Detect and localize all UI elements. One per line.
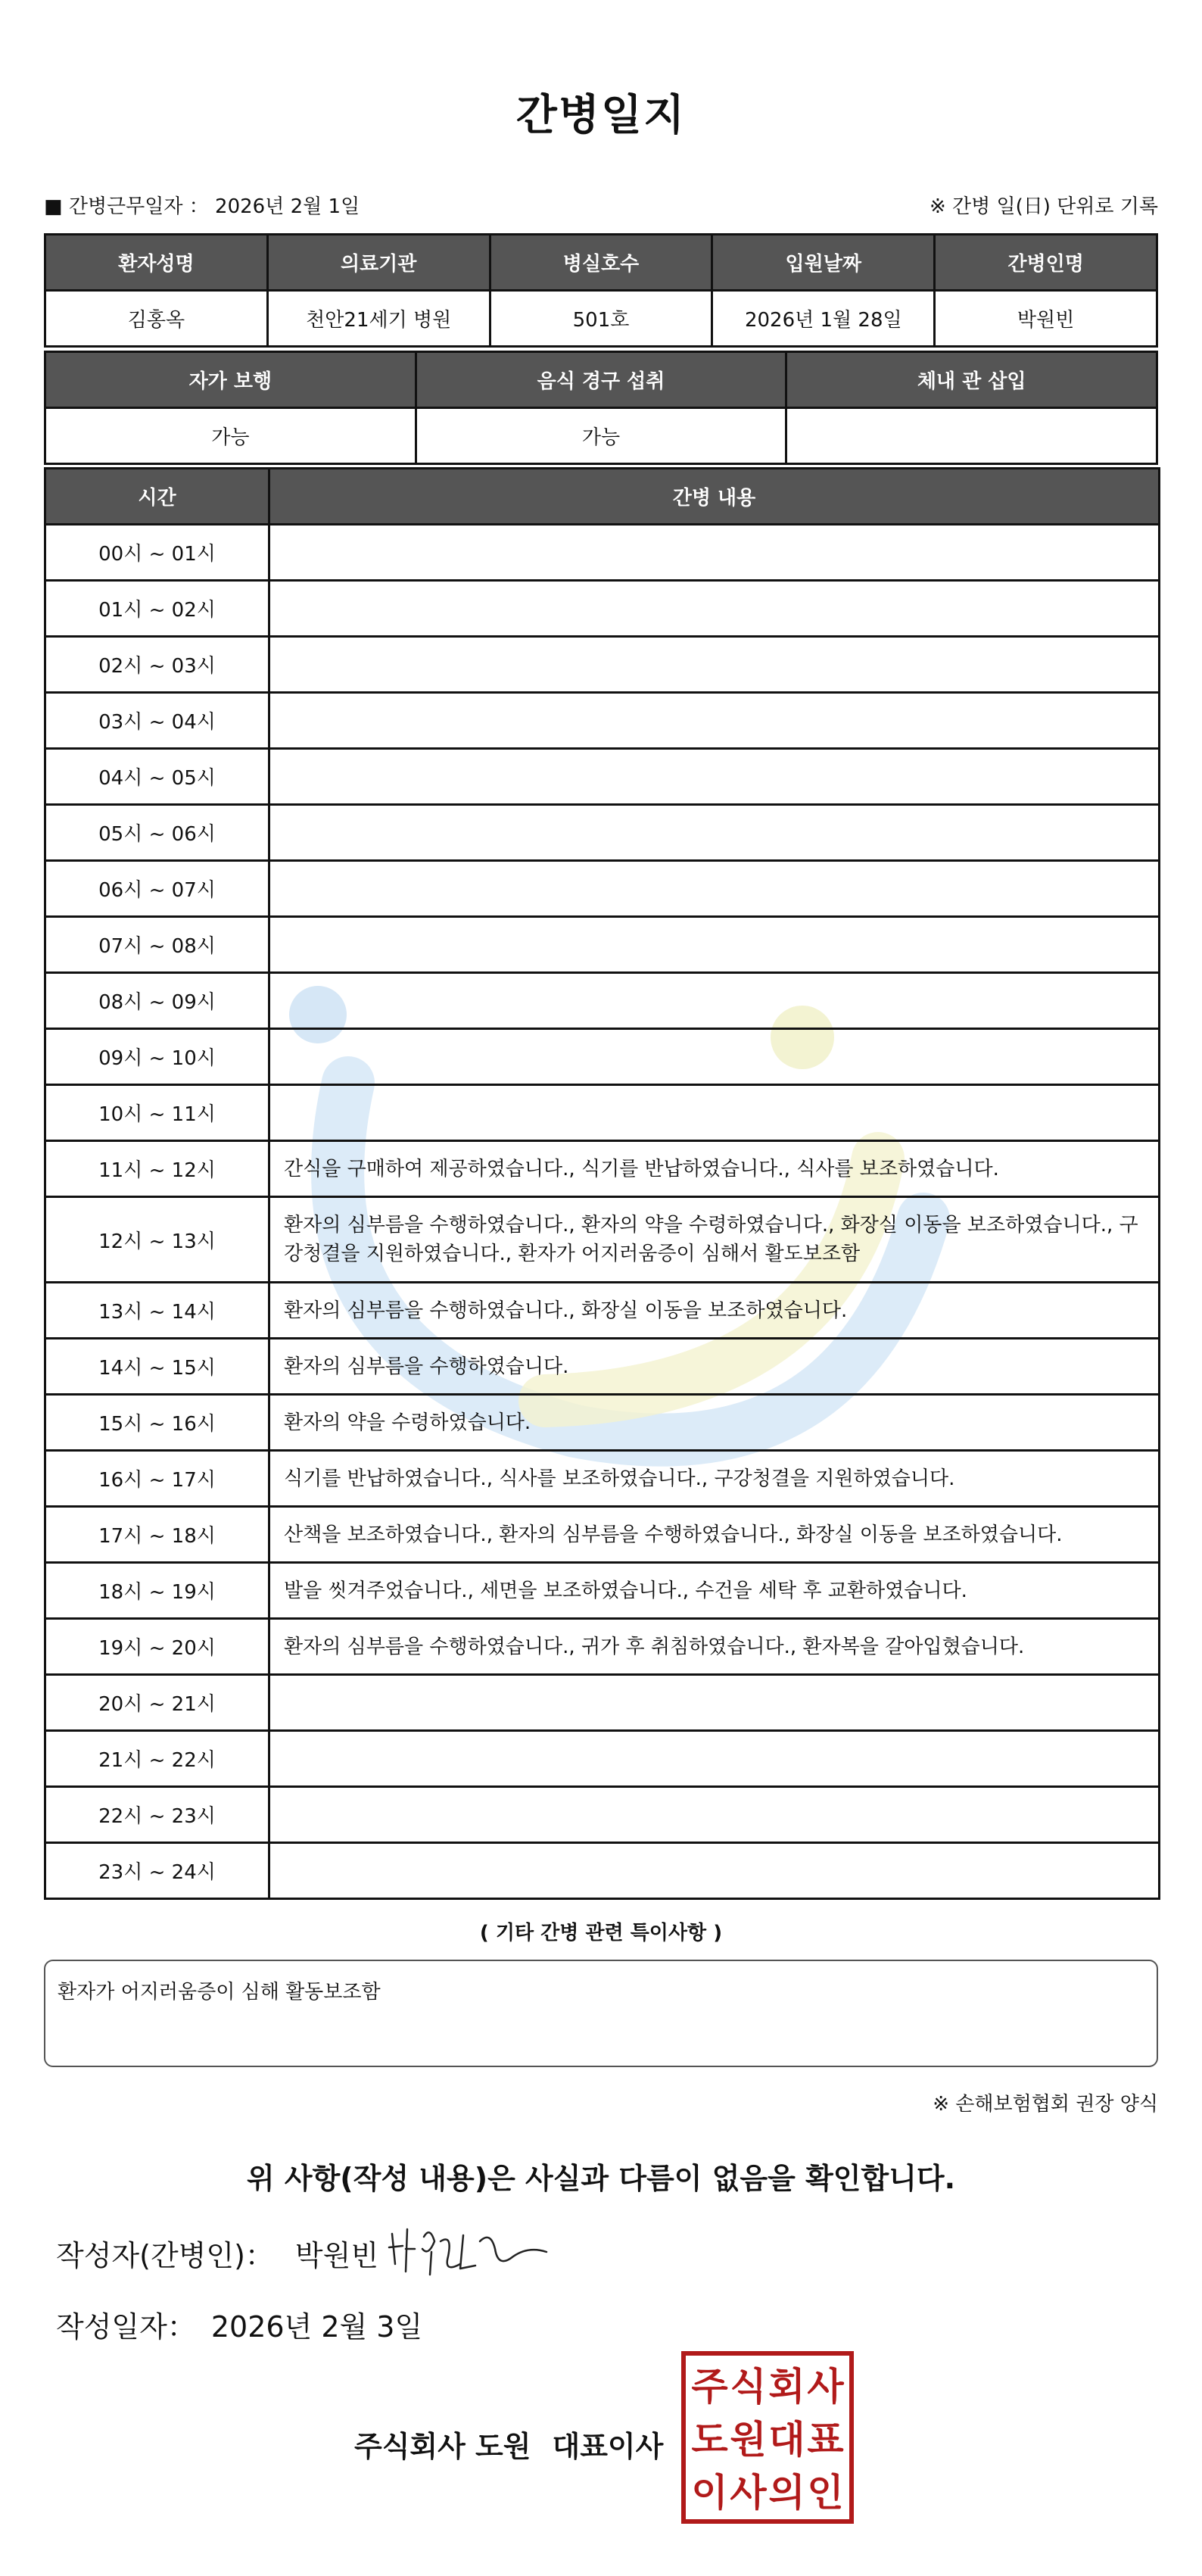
table-row: [45, 1197, 1160, 1283]
table-row: [45, 973, 1160, 1029]
caregiver-name: 박원빈: [935, 291, 1157, 347]
time-slot: 02시 ~ 03시: [45, 637, 269, 693]
header-room: 병실호수: [490, 235, 712, 291]
table-row: [45, 1619, 1160, 1675]
document-title: 간병일지: [515, 91, 687, 140]
table-row: [45, 525, 1160, 581]
table-row: [45, 1843, 1160, 1899]
confirmation-statement: 위 사항(작성 내용)은 사실과 다름이 없음을 확인합니다.: [246, 2162, 956, 2195]
care-log-table: [44, 467, 1160, 1900]
time-slot: 00시 ~ 01시: [45, 525, 269, 581]
time-slot: 21시 ~ 22시: [45, 1731, 269, 1787]
time-slot: 19시 ~ 20시: [45, 1619, 269, 1675]
seal-character: 주: [691, 2365, 728, 2409]
care-content: [269, 581, 1160, 637]
seal-character: 표: [807, 2418, 844, 2462]
meta-row: [44, 191, 1158, 221]
time-slot: 12시 ~ 13시: [45, 1197, 269, 1283]
care-content: [269, 1787, 1160, 1843]
written-date: 2026년 2월 3일: [210, 2310, 423, 2344]
care-content: 환자의 심부름을 수행하였습니다., 귀가 후 취침하였습니다., 환자복을 갈아입혔습니다.: [269, 1619, 1160, 1675]
time-slot: 13시 ~ 14시: [45, 1283, 269, 1339]
seal-character: 회: [768, 2365, 805, 2409]
table-row: [45, 1451, 1160, 1507]
care-content: [269, 1843, 1160, 1899]
care-content: [269, 805, 1160, 861]
time-slot: 09시 ~ 10시: [45, 1029, 269, 1085]
table-row: [45, 861, 1160, 917]
table-row: [45, 1029, 1160, 1085]
company-name: 주식회사 도원: [354, 2430, 531, 2463]
ceo-title: 대표이사: [552, 2430, 664, 2463]
care-content: [269, 693, 1160, 749]
care-content: 식기를 반납하였습니다., 식사를 보조하였습니다., 구강청결을 지원하였습니다.: [269, 1451, 1160, 1507]
header-oral-intake: 음식 경구 섭취: [416, 352, 786, 408]
unit-note: ※ 간병 일(日) 단위로 기록: [929, 195, 1158, 218]
hospital-name: 천안21세기 병원: [267, 291, 490, 347]
time-slot: 22시 ~ 23시: [45, 1787, 269, 1843]
seal-character: 원: [730, 2418, 767, 2462]
header-care-content: 간병 내용: [269, 469, 1160, 525]
company-seal: [681, 2351, 854, 2524]
writer-line: [56, 2232, 378, 2274]
time-slot: 08시 ~ 09시: [45, 973, 269, 1029]
table-row: [45, 805, 1160, 861]
form-source-note: ※ 손해보험협회 권장 양식: [933, 2093, 1158, 2116]
table-row: [45, 1339, 1160, 1395]
time-slot: 16시 ~ 17시: [45, 1451, 269, 1507]
time-slot: 03시 ~ 04시: [45, 693, 269, 749]
header-time: 시간: [45, 469, 269, 525]
time-slot: 10시 ~ 11시: [45, 1085, 269, 1141]
work-date: ■ 간병근무일자 ： 2026년 2월 1일: [44, 195, 360, 218]
table-row: [45, 1141, 1160, 1197]
care-content: 환자의 약을 수령하였습니다.: [269, 1395, 1160, 1451]
time-slot: 06시 ~ 07시: [45, 861, 269, 917]
table-row: [45, 1675, 1160, 1731]
time-slot: 11시 ~ 12시: [45, 1141, 269, 1197]
care-content: [269, 749, 1160, 805]
care-content: [269, 973, 1160, 1029]
care-content: [269, 917, 1160, 973]
table-row: [45, 1395, 1160, 1451]
table-row: [45, 1563, 1160, 1619]
seal-character: 도: [691, 2418, 728, 2462]
time-slot: 14시 ~ 15시: [45, 1339, 269, 1395]
room-number: 501호: [490, 291, 712, 347]
care-content: 산책을 보조하였습니다., 환자의 심부름을 수행하였습니다., 화장실 이동을 보조하였습니다.: [269, 1507, 1160, 1563]
care-content: [269, 1675, 1160, 1731]
patient-name: 김홍옥: [45, 291, 268, 347]
seal-character: 식: [730, 2365, 767, 2409]
table-row: [45, 1507, 1160, 1563]
table-row: [45, 693, 1160, 749]
care-content: [269, 861, 1160, 917]
care-content: [269, 637, 1160, 693]
seal-character: 의: [768, 2471, 805, 2515]
header-hospital: 의료기관: [267, 235, 490, 291]
written-date-line: [56, 2303, 422, 2345]
care-content: [269, 525, 1160, 581]
care-content: 발을 씻겨주었습니다., 세면을 보조하였습니다., 수건을 세탁 후 교환하였습니다.: [269, 1563, 1160, 1619]
remarks-text: 환자가 어지러움증이 심해 활동보조함: [58, 1981, 381, 2004]
header-walking: 자가 보행: [45, 352, 416, 408]
time-slot: 07시 ~ 08시: [45, 917, 269, 973]
seal-character: 사: [730, 2471, 767, 2515]
time-slot: 15시 ~ 16시: [45, 1395, 269, 1451]
seal-character: 대: [768, 2418, 805, 2462]
table-row: [45, 1283, 1160, 1339]
walking-status: 가능: [45, 408, 416, 464]
header-tube: 체내 관 삽입: [786, 352, 1157, 408]
care-content: 환자의 심부름을 수행하였습니다., 환자의 약을 수령하였습니다., 화장실 이동을 보조하였습니다., 구강청결을 지원하였습니다., 환자가 어지러움증이 심해서 활도보조함: [269, 1197, 1160, 1283]
writer-label: 작성자(간병인)：: [56, 2239, 274, 2272]
tube-status: [786, 408, 1157, 464]
table-row: [45, 581, 1160, 637]
time-slot: 18시 ~ 19시: [45, 1563, 269, 1619]
company-line: [354, 2423, 663, 2465]
remarks-title: ( 기타 간병 관련 특이사항 ): [479, 1922, 723, 1944]
time-slot: 04시 ~ 05시: [45, 749, 269, 805]
oral-intake-status: 가능: [416, 408, 786, 464]
care-content: [269, 1731, 1160, 1787]
patient-info-table: [44, 233, 1158, 348]
seal-character: 이: [691, 2471, 728, 2515]
time-slot: 01시 ~ 02시: [45, 581, 269, 637]
header-caregiver: 간병인명: [935, 235, 1157, 291]
seal-character: 인: [807, 2471, 844, 2515]
admission-date: 2026년 1월 28일: [712, 291, 935, 347]
care-content: 환자의 심부름을 수행하였습니다., 화장실 이동을 보조하였습니다.: [269, 1283, 1160, 1339]
remarks-box: [44, 1960, 1158, 2067]
written-date-label: 작성일자：: [56, 2310, 196, 2344]
seal-character: 사: [807, 2365, 844, 2409]
table-row: [45, 917, 1160, 973]
time-slot: 23시 ~ 24시: [45, 1843, 269, 1899]
status-info-table: [44, 351, 1158, 465]
care-content: [269, 1085, 1160, 1141]
table-row: [45, 749, 1160, 805]
care-content: 환자의 심부름을 수행하였습니다.: [269, 1339, 1160, 1395]
writer-name: 박원빈: [294, 2239, 379, 2272]
table-row: [45, 637, 1160, 693]
table-row: [45, 1085, 1160, 1141]
handwritten-signature: [385, 2219, 559, 2287]
care-content: [269, 1029, 1160, 1085]
time-slot: 05시 ~ 06시: [45, 805, 269, 861]
table-row: [45, 1787, 1160, 1843]
header-admission-date: 입원날짜: [712, 235, 935, 291]
care-content: 간식을 구매하여 제공하였습니다., 식기를 반납하였습니다., 식사를 보조하였습니다.: [269, 1141, 1160, 1197]
header-patient-name: 환자성명: [45, 235, 268, 291]
time-slot: 20시 ~ 21시: [45, 1675, 269, 1731]
time-slot: 17시 ~ 18시: [45, 1507, 269, 1563]
table-row: [45, 1731, 1160, 1787]
